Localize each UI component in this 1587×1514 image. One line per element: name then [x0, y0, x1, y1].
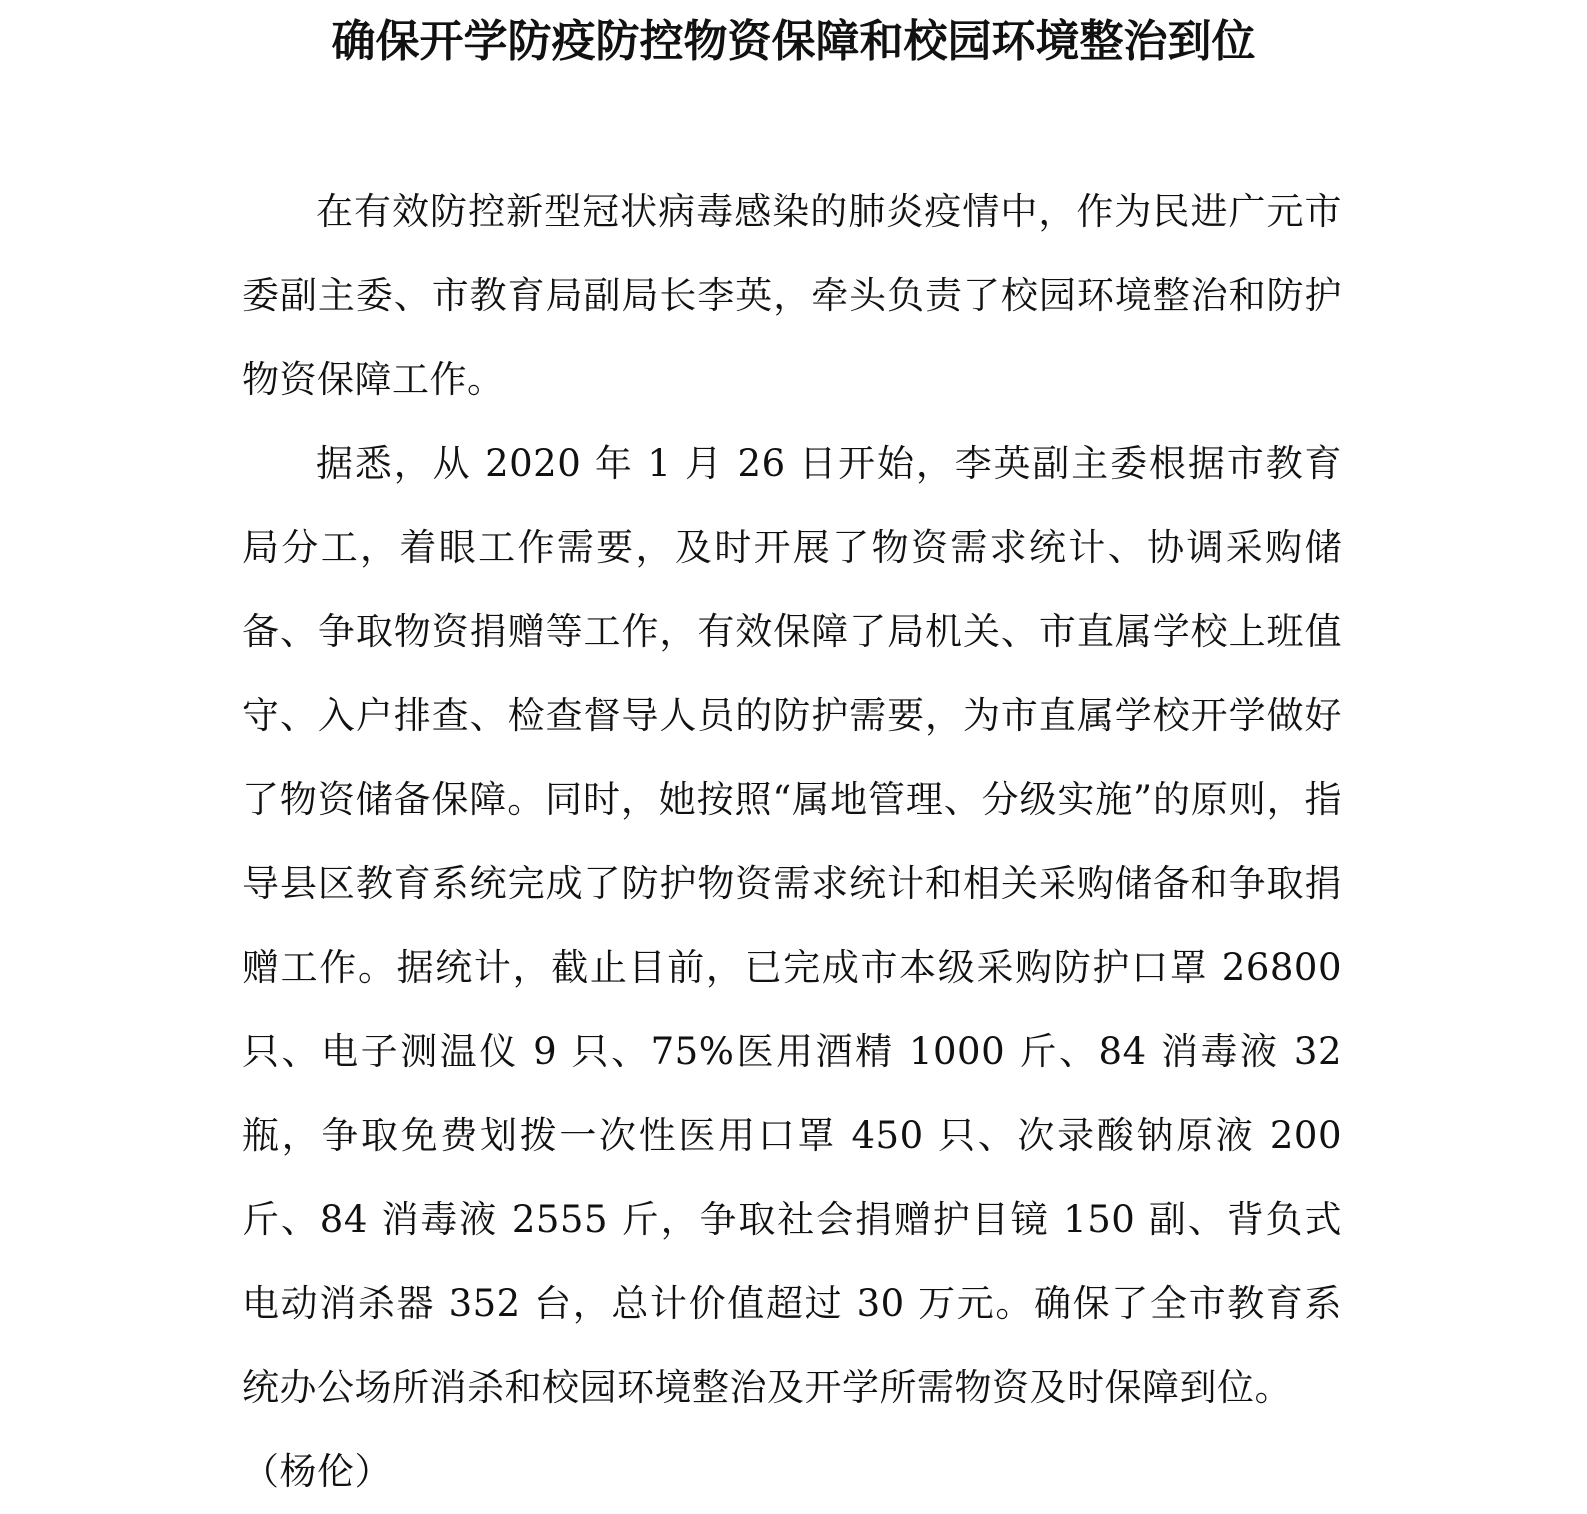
document-title: 确保开学防疫防控物资保障和校园环境整治到位	[331, 16, 1256, 67]
paragraph-1: 在有效防控新型冠状病毒感染的肺炎疫情中，作为民进广元市委副主委、市教育局副局长李英，牵头负责了校园环境整治和防护物资保障工作。	[242, 190, 1342, 401]
paragraph-2: 据悉，从 2020 年 1 月 26 日开始，李英副主委根据市教育局分工，着眼工作需要，及时开展了物资需求统计、协调采购储备、争取物资捐赠等工作，有效保障了局机关、市直属学校上班值守、入户排查、检查督导人员的防护需要，为市直属学校开学做好了物资储备保障。同时，她按照“属地管理、分级实施”的原则，指导县区教育系统完成了防护物资需求统计和相关采购储备和争取捐赠工作。据统计，截止目前，已完成市本级采购防护口罩 26800 只、电子测温仪 9 只、75%医用酒精 1000 斤、84 消毒液 32 瓶，争取免费划拨一次性医用口罩 450 只、次录酸钠原液 200 斤、84 消毒液 2555 斤，争取社会捐赠护目镜 150 副、背负式电动消杀器 352 台，总计价值超过 30 万元。确保了全市教育系统办公场所消杀和校园环境整治及开学所需物资及时保障到位。	[242, 442, 1342, 1409]
document-body	[242, 170, 1342, 1514]
author-byline: （杨伦）	[242, 1450, 392, 1493]
